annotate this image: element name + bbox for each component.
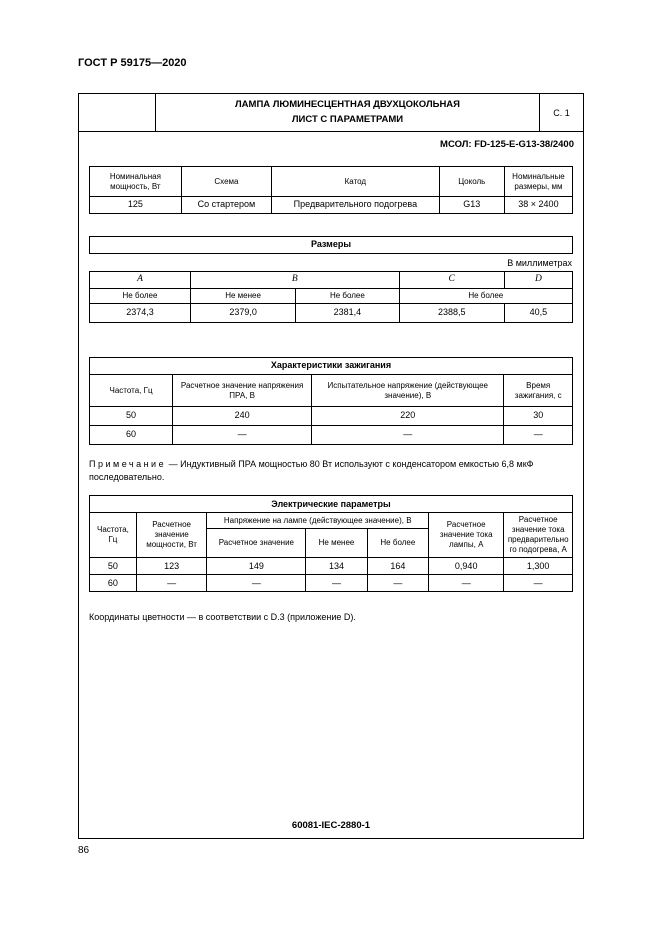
cell-frequency: 60 <box>90 426 173 445</box>
table-row <box>90 575 573 592</box>
dimensions-table <box>89 271 573 323</box>
units-note: В миллиметрах <box>507 258 572 268</box>
cell-lamp-current: 0,940 <box>429 558 504 575</box>
dimension-value: 2381,4 <box>296 304 399 323</box>
electrical-table-title: Электрические параметры <box>90 496 573 513</box>
column-header-test-voltage: Испытательное напряжение (действующее значение), В <box>312 375 504 407</box>
cell-frequency: 60 <box>90 575 137 592</box>
sheet-page-label: С. 1 <box>539 94 583 131</box>
column-header-frequency: Частота, Гц <box>90 513 137 558</box>
subheader-max: Не более <box>367 528 428 557</box>
column-header-preheat-current: Расчетное значение тока предварительного подогрева, А <box>504 513 573 558</box>
cell-test-voltage: 220 <box>312 407 504 426</box>
electrical-parameters-table <box>89 495 573 592</box>
sheet-header <box>79 94 583 132</box>
note-label: Примечание <box>89 459 167 469</box>
column-header-circuit: Схема <box>181 167 271 197</box>
dimension-letter-a: A <box>90 272 191 289</box>
column-header-dimensions: Номинальные размеры, мм <box>504 167 572 197</box>
standard-number: ГОСТ Р 59175—2020 <box>78 57 187 69</box>
cell-circuit: Со стартером <box>181 197 271 214</box>
table-row <box>90 426 573 445</box>
limit-label: Не менее <box>190 289 295 304</box>
dimension-letter-d: D <box>504 272 572 289</box>
sheet-header-empty-cell <box>79 94 156 131</box>
cell-ballast-voltage: 240 <box>173 407 312 426</box>
cell-test-voltage: — <box>312 426 504 445</box>
column-header-lamp-current: Расчетное значение тока лампы, А <box>429 513 504 558</box>
column-header-ignition-time: Время зажигания, с <box>504 375 573 407</box>
cell-preheat-current: — <box>504 575 573 592</box>
cell-ballast-voltage: — <box>173 426 312 445</box>
column-header-rated-power: Расчетное значение мощности, Вт <box>136 513 207 558</box>
column-header-cathode: Катод <box>272 167 440 197</box>
cell-voltage-max: 164 <box>367 558 428 575</box>
dimension-value: 2379,0 <box>190 304 295 323</box>
table-row <box>90 558 573 575</box>
cell-cathode: Предварительного подогрева <box>272 197 440 214</box>
dimension-value: 2374,3 <box>90 304 191 323</box>
dimension-letter-c: C <box>399 272 504 289</box>
lamp-ilcos-code: МСОЛ: FD-125-E-G13-38/2400 <box>440 139 574 150</box>
cell-preheat-current: 1,300 <box>504 558 573 575</box>
cell-rated-power: — <box>136 575 207 592</box>
column-header-cap: Цоколь <box>439 167 504 197</box>
lamp-data-sheet <box>78 93 584 839</box>
cell-voltage-min: 134 <box>306 558 367 575</box>
chromaticity-note: Координаты цветности — в соответствии с D.3 (приложение D). <box>89 612 356 623</box>
sheet-title-line1: ЛАМПА ЛЮМИНЕСЦЕНТНАЯ ДВУХЦОКОЛЬНАЯ <box>235 98 460 110</box>
sheet-title-line2: ЛИСТ С ПАРАМЕТРАМИ <box>291 113 404 125</box>
column-group-lamp-voltage: Напряжение на лампе (действующее значение), В <box>207 513 429 529</box>
cell-voltage-rated: 149 <box>207 558 306 575</box>
table-row <box>90 197 573 214</box>
note-body: — Индуктивный ПРА мощностью 80 Вт используют с конденсатором емкостью 6,8 мкФ последовательно. <box>89 459 534 482</box>
table-row <box>90 407 573 426</box>
sheet-content <box>79 166 583 622</box>
main-parameters-table <box>89 166 573 214</box>
sheet-title <box>156 94 539 131</box>
cell-power: 125 <box>90 197 182 214</box>
note-paragraph <box>89 458 573 483</box>
ignition-table-title: Характеристики зажигания <box>90 358 573 375</box>
dimensions-table-title: Размеры <box>90 237 573 254</box>
dimension-value: 2388,5 <box>399 304 504 323</box>
cell-voltage-min: — <box>306 575 367 592</box>
cell-cap: G13 <box>439 197 504 214</box>
cell-frequency: 50 <box>90 558 137 575</box>
dimensions-title-table <box>89 236 573 254</box>
cell-voltage-rated: — <box>207 575 306 592</box>
dimension-letter-b: B <box>190 272 399 289</box>
cell-ignition-time: 30 <box>504 407 573 426</box>
subheader-min: Не менее <box>306 528 367 557</box>
subheader-rated-value: Расчетное значение <box>207 528 306 557</box>
dimension-value: 40,5 <box>504 304 572 323</box>
column-header-ballast-voltage: Расчетное значение напряжения ПРА, В <box>173 375 312 407</box>
cell-voltage-max: — <box>367 575 428 592</box>
cell-rated-power: 123 <box>136 558 207 575</box>
limit-label: Не более <box>399 289 572 304</box>
cell-lamp-current: — <box>429 575 504 592</box>
column-header-frequency: Частота, Гц <box>90 375 173 407</box>
ignition-table <box>89 357 573 445</box>
limit-label: Не более <box>90 289 191 304</box>
iec-sheet-code: 60081-IEC-2880-1 <box>291 820 371 831</box>
cell-ignition-time: — <box>504 426 573 445</box>
cell-dimensions: 38 × 2400 <box>504 197 572 214</box>
page-number: 86 <box>78 845 90 856</box>
table-row <box>90 304 573 323</box>
limit-label: Не более <box>296 289 399 304</box>
column-header-power: Номинальная мощность, Вт <box>90 167 182 197</box>
cell-frequency: 50 <box>90 407 173 426</box>
